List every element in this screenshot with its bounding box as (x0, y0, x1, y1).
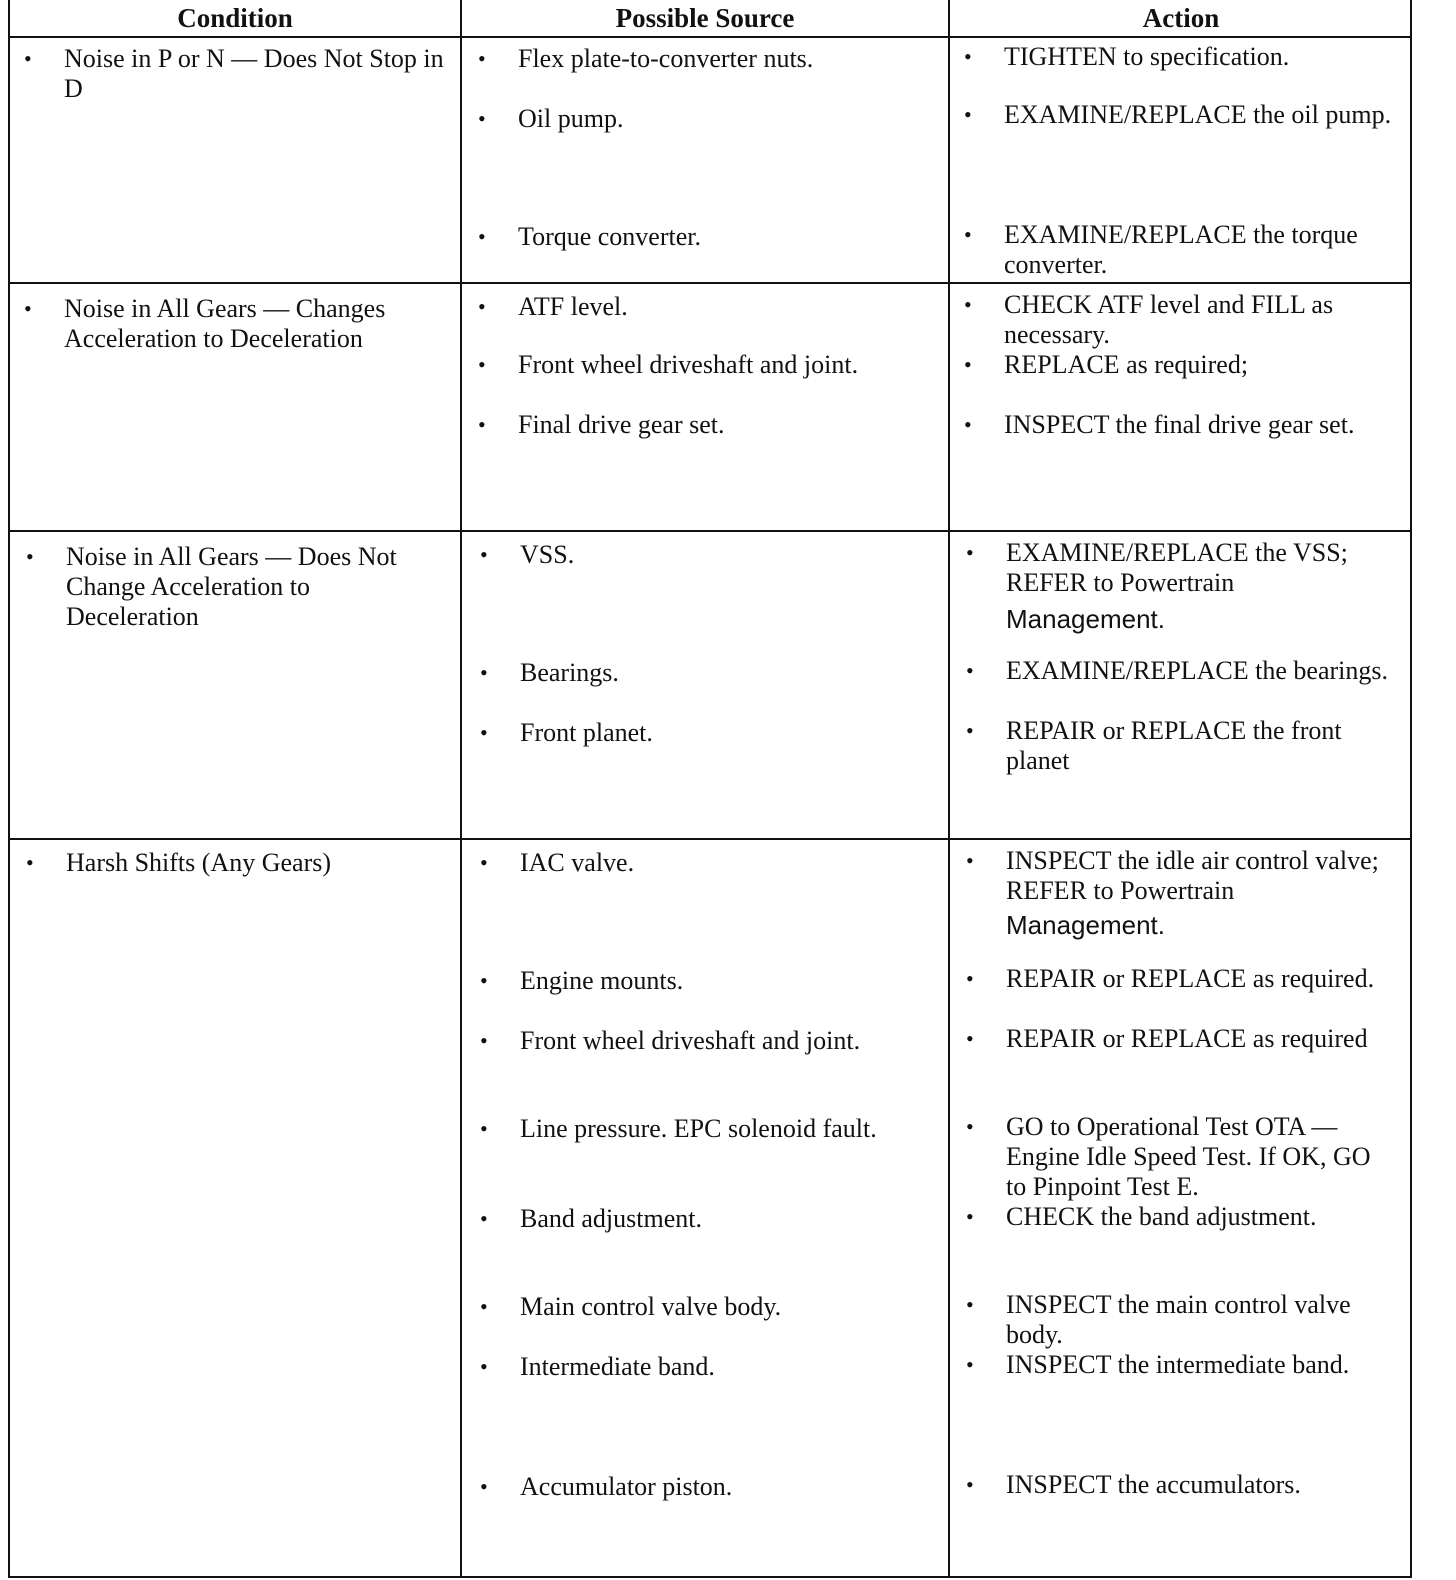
bullet-icon: • (964, 222, 972, 247)
bullet-icon: • (966, 966, 974, 991)
bullet-icon: • (478, 294, 486, 319)
bullet-icon: • (966, 1352, 974, 1377)
bullet-icon: • (480, 720, 488, 745)
row-divider (10, 530, 1410, 532)
column-divider (460, 0, 462, 1576)
bullet-icon: • (964, 102, 972, 127)
bullet-icon: • (26, 544, 34, 569)
bullet-icon: • (478, 46, 486, 71)
header-action: Action (1142, 3, 1220, 33)
bullet-icon: • (964, 44, 972, 69)
row-divider (10, 838, 1410, 840)
bullet-icon: • (478, 224, 486, 249)
bullet-icon: • (966, 1204, 974, 1229)
bullet-icon: • (480, 1294, 488, 1319)
bullet-icon: • (480, 542, 488, 567)
bullet-icon: • (24, 46, 32, 71)
row-divider (10, 282, 1410, 284)
diagnosis-table: Condition Possible Source Action • Noise in P or N — Does Not Stop in D • Flex plate-to-converter nuts. • Oil pump. • Torque converter. • TIGHTEN to specification. • EXAMINE/REPLACE the oil pump. • EXAMINE/REPLACE the torque converter. • Noise in All Gears — Changes Acceleration to Deceleration • ATF level. • Front wheel driveshaft and joint. • Final drive gear set. • CHECK ATF level and FILL as necessary. • REPLACE as required; • INSPECT the final drive gear set. • Noise in All Gears — Does Not Change Acceleration to Deceleration • VSS. • Bearings. • Front planet. • EXAMINE/REPLACE the VSS; REFER to Powertrain Management. • EXAMINE/REPLACE the bearings. • REPAIR or REPLACE the front planet • Harsh Shifts (Any Gears) • IAC valve. • Engine mounts. • Front wheel driveshaft and joint. • Line pressure. EPC solenoid fault. • Band adjustment. • Main control valve body. • Intermediate band. • Accumulator piston. • INSPECT the idle air control valve; REFER to Powertrain Management. • REPAIR or REPLACE as required. • REPAIR or REPLACE as required • GO to Operational Test OTA — Engine Idle Speed Test. If OK, GO to Pinpoint Test E. • CHECK the band adjustment. • INSPECT the main control valve body. • INSPECT the intermediate band. • INSPECT the accumulators. (8, 0, 1412, 1578)
column-divider (948, 0, 950, 1576)
condition-text: Noise in All Gears — Changes Acceleration to Deceleration (64, 294, 386, 353)
bullet-icon: • (26, 850, 34, 875)
bullet-icon: • (966, 848, 974, 873)
bullet-icon: • (480, 1206, 488, 1231)
bullet-icon: • (966, 1114, 974, 1139)
bullet-icon: • (480, 968, 488, 993)
condition-text: Noise in All Gears — Does Not Change Acceleration to Deceleration (66, 542, 397, 631)
bullet-icon: • (966, 1026, 974, 1051)
bullet-icon: • (478, 412, 486, 437)
bullet-icon: • (966, 1292, 974, 1317)
header-condition: Condition (177, 3, 293, 33)
bullet-icon: • (480, 1116, 488, 1141)
condition-text: Noise in P or N — Does Not Stop in D (64, 44, 444, 103)
bullet-icon: • (480, 1474, 488, 1499)
bullet-icon: • (480, 850, 488, 875)
bullet-icon: • (478, 106, 486, 131)
bullet-icon: • (478, 352, 486, 377)
bullet-icon: • (480, 660, 488, 685)
bullet-icon: • (966, 540, 974, 565)
bullet-icon: • (966, 658, 974, 683)
header-divider (10, 36, 1410, 38)
bullet-icon: • (966, 718, 974, 743)
bullet-icon: • (966, 1472, 974, 1497)
bullet-icon: • (964, 352, 972, 377)
header-possible-source: Possible Source (615, 3, 795, 33)
bullet-icon: • (24, 296, 32, 321)
bullet-icon: • (964, 292, 972, 317)
bullet-icon: • (964, 412, 972, 437)
condition-text: Harsh Shifts (Any Gears) (66, 848, 332, 877)
bullet-icon: • (480, 1028, 488, 1053)
bullet-icon: • (480, 1354, 488, 1379)
